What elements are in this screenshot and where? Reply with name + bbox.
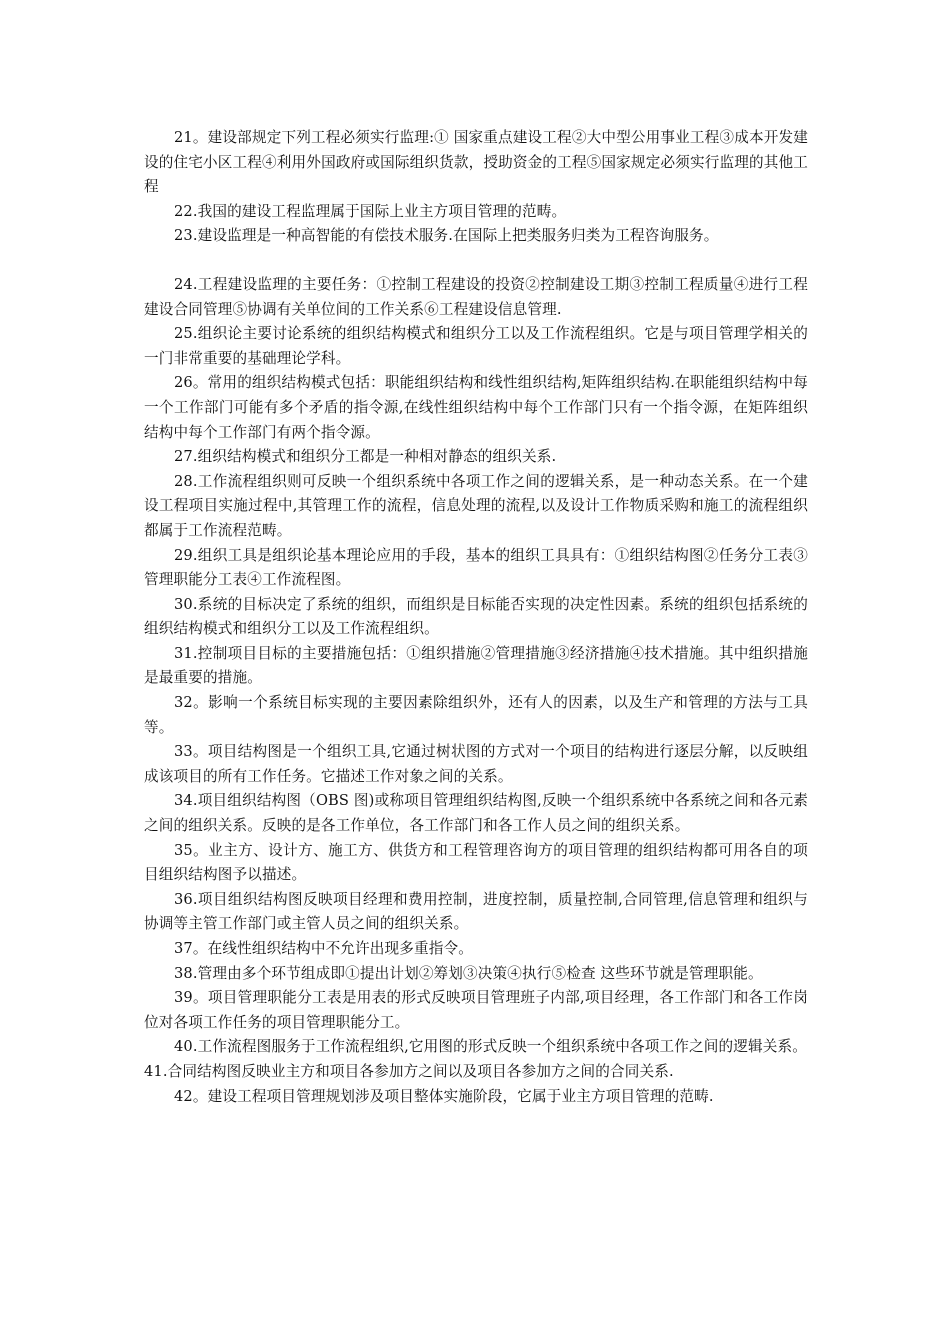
paragraph-32: 32。影响一个系统目标实现的主要因素除组织外，还有人的因素，以及生产和管理的方法与工具等。: [144, 694, 808, 736]
paragraph-30: 30.系统的目标决定了系统的组织，而组织是目标能否实现的决定性因素。系统的组织包括系统的组织结构模式和组织分工以及工作流程组织。: [144, 595, 808, 638]
paragraph-38: 38.管理由多个环节组成即①提出计划②筹划③决策④执行⑤检查 这些环节就是管理职能。: [174, 964, 763, 982]
paragraph-26: 26。常用的组织结构模式包括：职能组织结构和线性组织结构,矩阵组织结构.在职能组织结构中每一个工作部门可能有多个矛盾的指令源,在线性组织结构中每个工作部门只有一个指令源，在矩阵组织结构中每个工作部门有两个指令源。: [144, 374, 808, 441]
paragraph-39: 39。项目管理职能分工表是用表的形式反映项目管理班子内部,项目经理，各工作部门和各工作岗位对各项工作任务的项目管理职能分工。: [144, 989, 808, 1031]
paragraph-42: 42。建设工程项目管理规划涉及项目整体实施阶段，它属于业主方项目管理的范畴.: [174, 1087, 714, 1105]
paragraph-22: 22.我国的建设工程监理属于国际上业主方项目管理的范畴。: [174, 202, 567, 220]
paragraph-35: 35。业主方、设计方、施工方、供货方和工程管理咨询方的项目管理的组织结构都可用各自的项目组织结构图予以描述。: [144, 841, 808, 884]
document-body: [144, 126, 808, 1109]
paragraph-24: 24.工程建设监理的主要任务：①控制工程建设的投资②控制建设工期③控制工程质量④进行工程建设合同管理⑤协调有关单位间的工作关系⑥工程建设信息管理.: [144, 275, 808, 318]
paragraph-40: 40.工作流程图服务于工作流程组织,它用图的形式反映一个组织系统中各项工作之间的逻辑关系。: [174, 1038, 807, 1056]
paragraph-27: 27.组织结构模式和组织分工都是一种相对静态的组织关系.: [174, 448, 557, 466]
paragraph-41: 41.合同结构图反映业主方和项目各参加方之间以及项目各参加方之间的合同关系.: [144, 1062, 674, 1080]
paragraph-28: 28.工作流程组织则可反映一个组织系统中各项工作之间的逻辑关系，是一种动态关系。在一个建设工程项目实施过程中,其管理工作的流程，信息处理的流程,以及设计工作物质采购和施工的流程组织都属于工作流程范畴。: [144, 472, 808, 539]
paragraph-37: 37。在线性组织结构中不允许出现多重指令。: [174, 940, 474, 957]
paragraph-34: 34.项目组织结构图（OBS 图)或称项目管理组织结构图,反映一个组织系统中各系统之间和各元素之间的组织关系。反映的是各工作单位，各工作部门和各工作人员之间的组织关系。: [144, 792, 808, 835]
paragraph-21: 21。建设部规定下列工程必须实行监理:① 国家重点建设工程②大中型公用事业工程③成本开发建设的住宅小区工程④利用外国政府或国际组织货款，授助资金的工程⑤国家规定必须实行监理的其他工程: [144, 129, 808, 196]
paragraph-31: 31.控制项目目标的主要措施包括：①组织措施②管理措施③经济措施④技术措施。其中组织措施是最重要的措施。: [144, 644, 808, 687]
paragraph-36: 36.项目组织结构图反映项目经理和费用控制，进度控制，质量控制,合同管理,信息管理和组织与协调等主管工作部门或主管人员之间的组织关系。: [144, 890, 808, 933]
paragraph-25: 25.组织论主要讨论系统的组织结构模式和组织分工以及工作流程组织。它是与项目管理学相关的一门非常重要的基础理论学科。: [144, 325, 808, 367]
paragraph-29: 29.组织工具是组织论基本理论应用的手段，基本的组织工具具有：①组织结构图②任务分工表③管理职能分工表④工作流程图。: [144, 546, 808, 589]
paragraph-23: 23.建设监理是一种高智能的有偿技术服务.在国际上把类服务归类为工程咨询服务。: [174, 227, 719, 245]
paragraph-33: 33。项目结构图是一个组织工具,它通过树状图的方式对一个项目的结构进行逐层分解，以反映组成该项目的所有工作任务。它描述工作对象之间的关系。: [144, 743, 808, 785]
